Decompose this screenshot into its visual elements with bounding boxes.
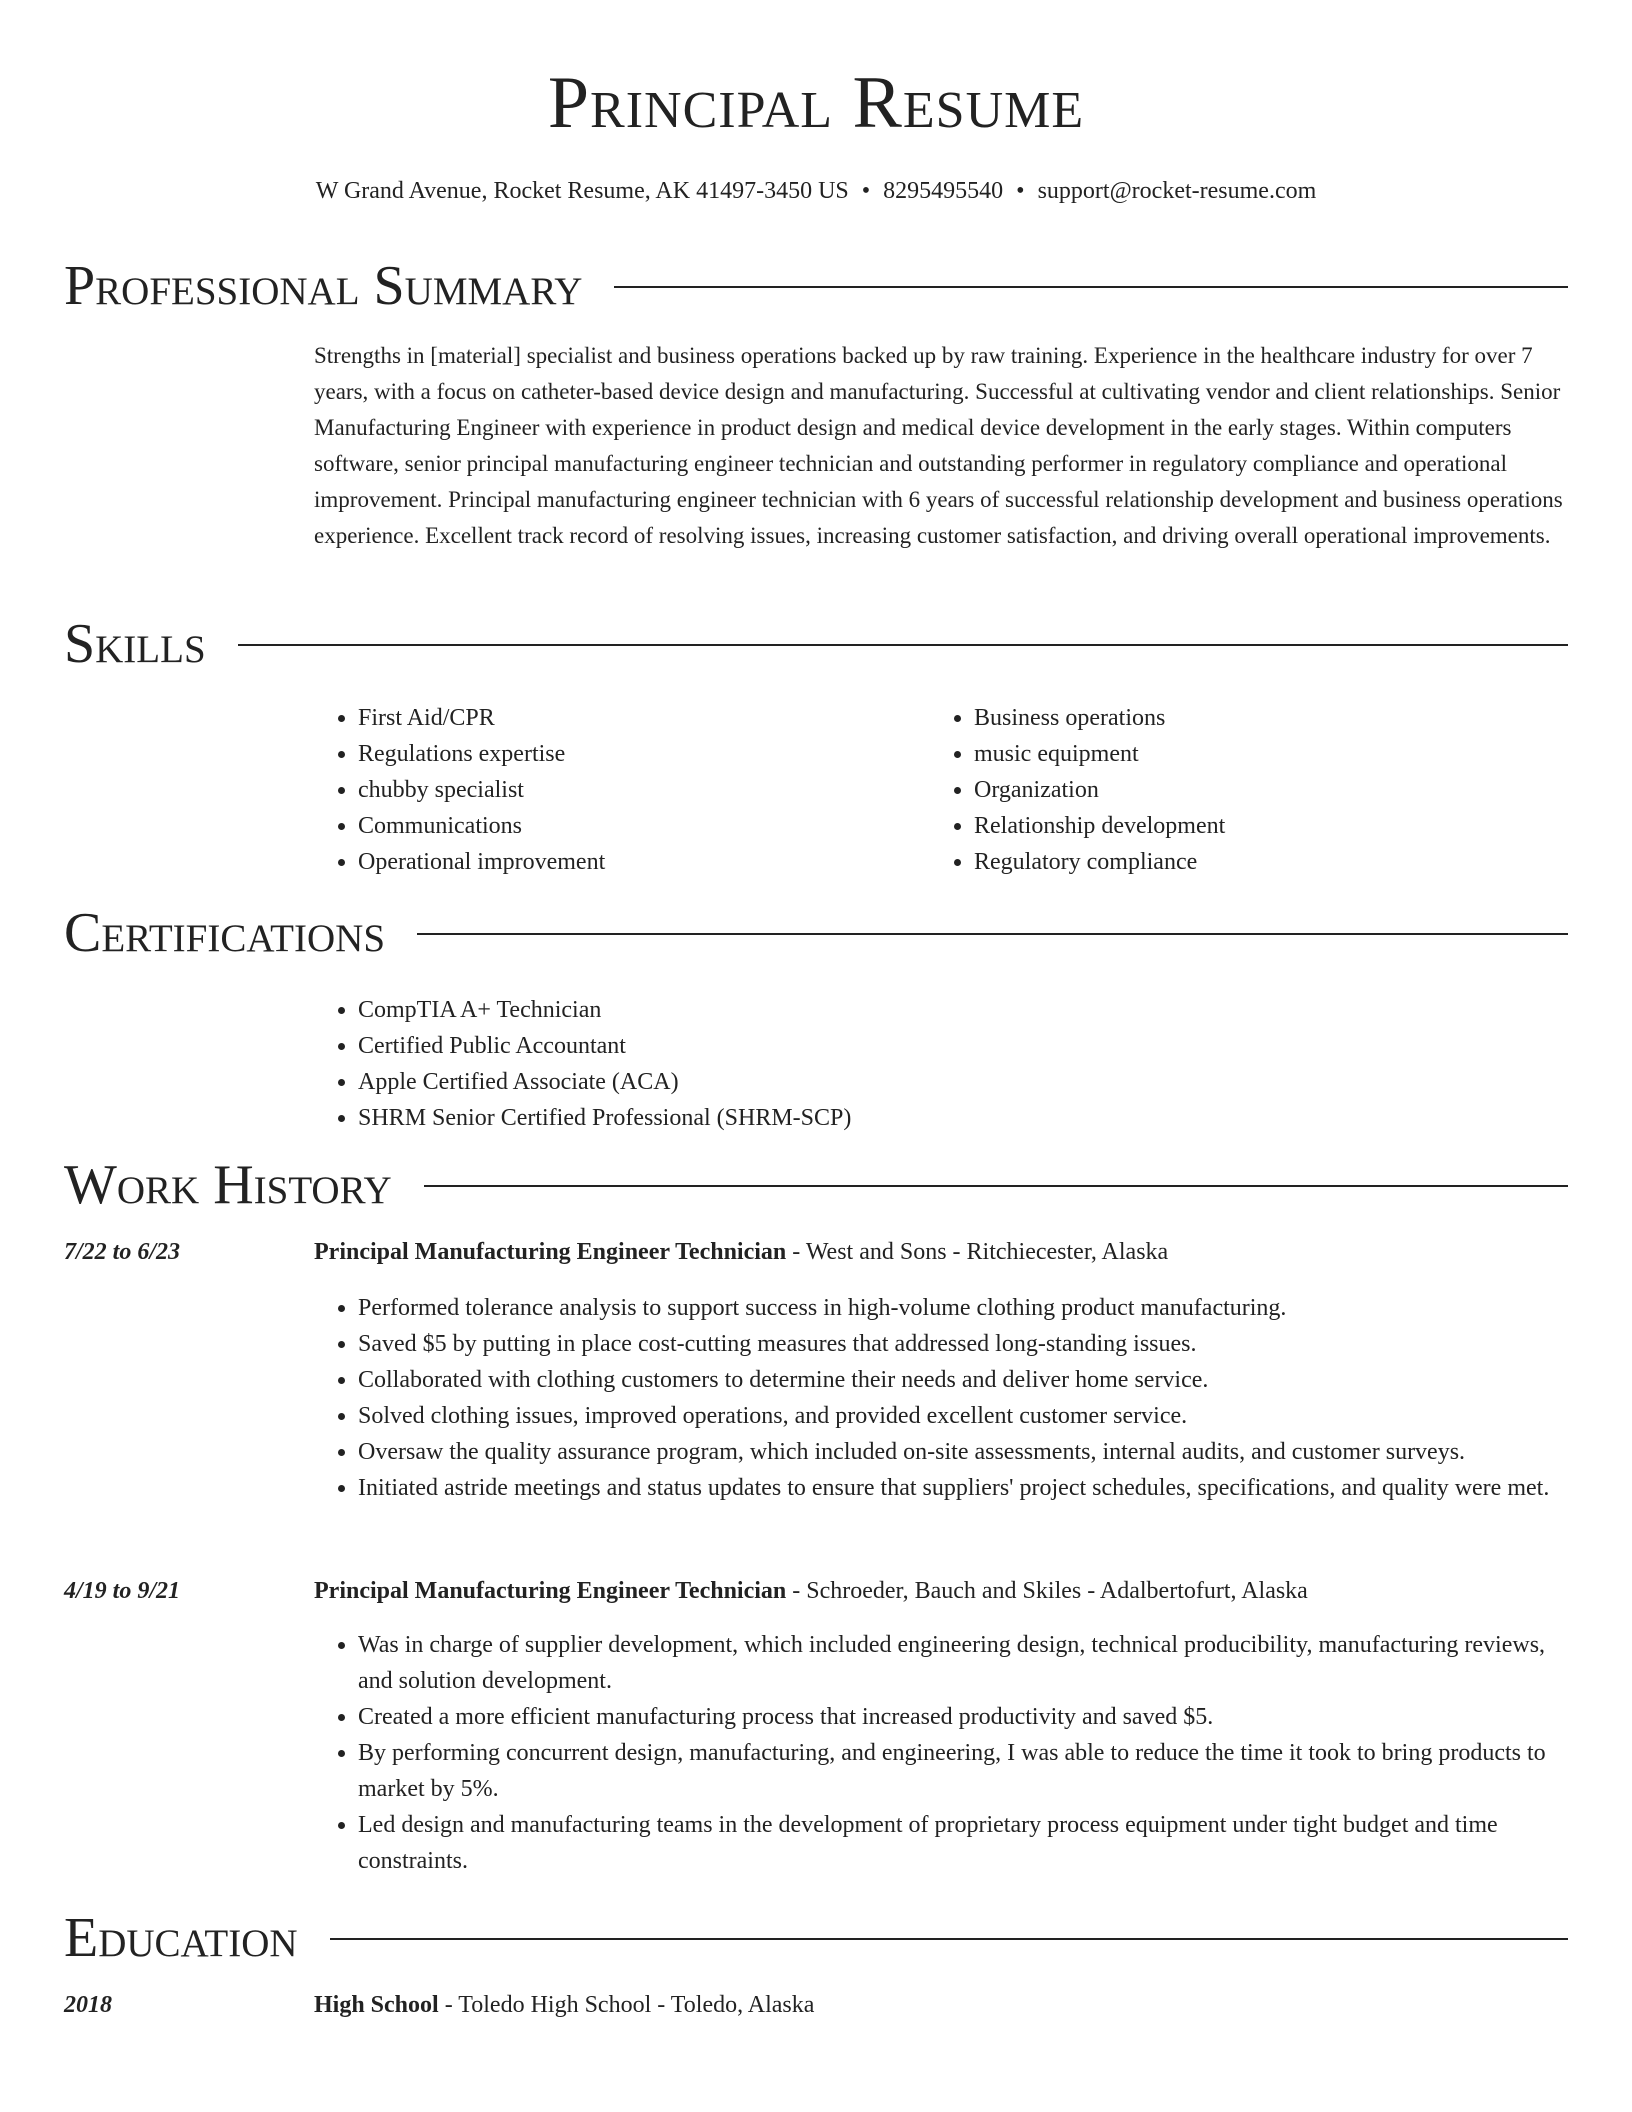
education-section-header xyxy=(64,1908,1568,1968)
job-responsibilities xyxy=(314,1627,1572,1879)
education-heading xyxy=(314,1989,1572,2021)
skill-item: • Relationship development xyxy=(974,808,1490,844)
skill-item: • music equipment xyxy=(974,736,1490,772)
skills-list-right xyxy=(930,700,1490,880)
job-heading xyxy=(314,1236,1572,1268)
contact-email: support@rocket-resume.com xyxy=(1037,178,1317,204)
certification-item: • Apple Certified Associate (ACA) xyxy=(358,1064,1514,1100)
certification-item: • SHRM Senior Certified Professional (SHRM-SCP) xyxy=(358,1100,1514,1136)
responsibility-item: • Initiated astride meetings and status updates to ensure that suppliers' project schedules, specifications, and quality were met. xyxy=(358,1470,1572,1506)
skill-item: • Regulations expertise xyxy=(358,736,874,772)
responsibility-item: • Saved $5 by putting in place cost-cutting measures that addressed long-standing issues. xyxy=(358,1326,1572,1362)
responsibility-item: • Solved clothing issues, improved operations, and provided excellent customer service. xyxy=(358,1398,1572,1434)
responsibility-item: • Performed tolerance analysis to support success in high-volume clothing product manufacturing. xyxy=(358,1290,1572,1326)
work-heading: Work History xyxy=(64,1154,392,1216)
certification-item: • CompTIA A+ Technician xyxy=(358,992,1514,1028)
responsibility-item: • Led design and manufacturing teams in the development of proprietary process equipment under tight budget and time constraints. xyxy=(358,1807,1572,1879)
job-heading xyxy=(314,1575,1572,1607)
section-divider xyxy=(424,1185,1568,1187)
skills-heading: Skills xyxy=(64,613,206,675)
job-title: Principal Manufacturing Engineer Technician xyxy=(314,1239,787,1265)
summary-heading: Professional Summary xyxy=(64,255,583,317)
skill-item: • Business operations xyxy=(974,700,1490,736)
job-title: Principal Manufacturing Engineer Technician xyxy=(314,1578,787,1604)
work-section-header xyxy=(64,1155,1568,1215)
job-employer-location: - West and Sons - Ritchiecester, Alaska xyxy=(786,1239,1169,1265)
skill-item: • chubby specialist xyxy=(358,772,874,808)
section-divider xyxy=(330,1938,1568,1940)
certifications-list xyxy=(314,992,1514,1136)
skills-section-header xyxy=(64,614,1568,674)
education-degree: High School xyxy=(314,1992,439,2018)
skill-item: • Communications xyxy=(358,808,874,844)
skill-item: • Regulatory compliance xyxy=(974,844,1490,880)
job-dates: 4/19 to 9/21 xyxy=(64,1578,181,1604)
contact-line xyxy=(0,176,1632,206)
contact-address: W Grand Avenue, Rocket Resume, AK 41497-3450 US xyxy=(315,178,849,204)
responsibility-item: • Collaborated with clothing customers to determine their needs and deliver home service. xyxy=(358,1362,1572,1398)
job-responsibilities xyxy=(314,1290,1572,1506)
education-year: 2018 xyxy=(64,1992,112,2018)
contact-phone: 8295495540 xyxy=(883,178,1004,204)
skill-item: • Organization xyxy=(974,772,1490,808)
separator-dot: • xyxy=(1016,178,1025,204)
education-heading: Education xyxy=(64,1907,298,1969)
certifications-section-header xyxy=(64,903,1568,963)
responsibility-item: • Created a more efficient manufacturing process that increased productivity and saved $5. xyxy=(358,1699,1572,1735)
job-employer-location: - Schroeder, Bauch and Skiles - Adalbertofurt, Alaska xyxy=(786,1578,1308,1604)
responsibility-item: • Oversaw the quality assurance program, which included on-site assessments, internal audits, and customer surveys. xyxy=(358,1434,1572,1470)
responsibility-item: • By performing concurrent design, manufacturing, and engineering, I was able to reduce the time it took to bring products to market by 5%. xyxy=(358,1735,1572,1807)
job-dates: 7/22 to 6/23 xyxy=(64,1239,181,1265)
skills-list-left xyxy=(314,700,874,880)
section-divider xyxy=(238,644,1568,646)
education-school-location: - Toledo High School - Toledo, Alaska xyxy=(438,1992,815,2018)
section-divider xyxy=(614,286,1568,288)
summary-section-header xyxy=(64,256,1568,316)
responsibility-item: • Was in charge of supplier development, which included engineering design, technical producibility, manufacturing reviews, and solution development. xyxy=(358,1627,1572,1699)
section-divider xyxy=(417,933,1568,935)
certification-item: • Certified Public Accountant xyxy=(358,1028,1514,1064)
certifications-heading: Certifications xyxy=(64,902,386,964)
separator-dot: • xyxy=(861,178,871,204)
skill-item: • First Aid/CPR xyxy=(358,700,874,736)
skill-item: • Operational improvement xyxy=(358,844,874,880)
resume-name: Principal Resume xyxy=(547,62,1085,144)
summary-text: Strengths in [material] specialist and business operations backed up by raw training. Experience in the healthcare industry for over 7 years, with a focus on catheter-based device design and manufacturing. Successful at cultivating vendor and client relationships. Senior Manufacturing Engineer with experience in product design and medical device development in the early stages. Within computers software, senior principal manufacturing engineer technician and outstanding performer in regulatory compliance and operational improvement. Principal manufacturing engineer technician with 6 years of successful relationship development and business operations experience. Excellent track record of resolving issues, increasing customer satisfaction, and driving overall operational improvements. xyxy=(314,343,1563,548)
